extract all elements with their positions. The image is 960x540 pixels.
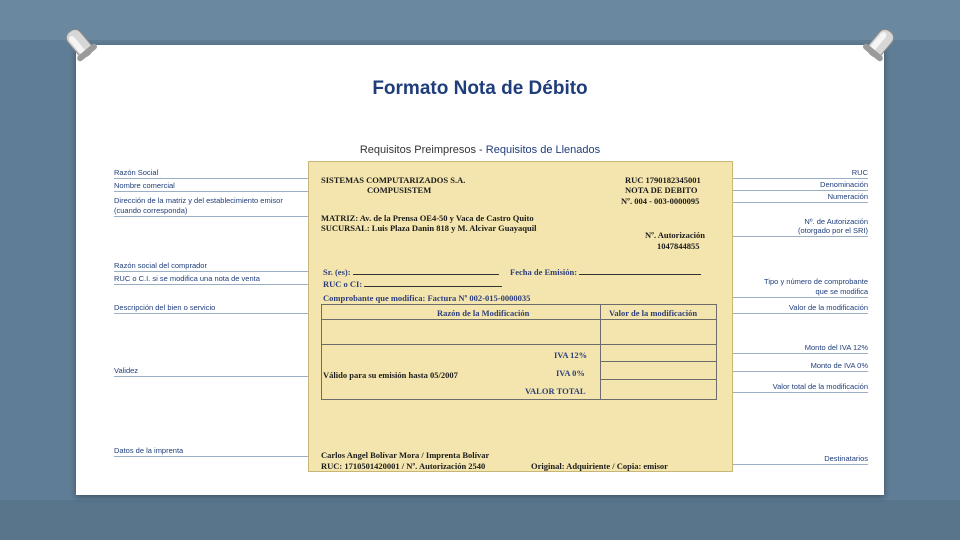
doc-sucursal: SUCURSAL: Luis Plaza Danin 818 y M. Alcivar Guayaquil [321,223,537,233]
col-valor-header: Valor de la modificación [609,308,698,318]
label-razon-comprador: Razón social del comprador [114,261,207,270]
connector-line [731,190,868,191]
doc-comprobante: Comprobante que modifica: Factura Nº 002-015-0000035 [323,293,531,303]
connector-line [114,178,310,179]
doc-ruc: RUC 1790182345001 [625,175,701,185]
pushpin-icon [858,22,902,66]
col-razon-header: Razón de la Modificación [437,308,530,318]
table-row-line [600,361,717,362]
label-denominacion: Denominación [820,180,868,189]
connector-line [114,376,310,377]
connector-line [731,178,868,179]
doc-original-copia: Original: Adquiriente / Copia: emisor [531,461,668,471]
label-ruc-ci: RUC o C.I. si se modifica una nota de venta [114,274,260,283]
doc-number: Nº. 004 - 003-0000095 [621,196,700,206]
connector-line [114,271,310,272]
iva0-label: IVA 0% [556,368,585,378]
doc-fecha-text: Fecha de Emisión: [510,267,578,277]
doc-imprenta: Carlos Angel Bolívar Mora / Imprenta Bolívar [321,450,490,460]
doc-fecha-blank [579,267,701,275]
doc-auth-number: 1047844855 [657,241,700,251]
doc-sr-label [323,267,499,277]
background-band [0,0,960,40]
connector-line [114,313,310,314]
label-direccion-note: (cuando corresponda) [114,206,188,215]
label-datos-imprenta: Datos de la imprenta [114,446,184,455]
valor-total-label: VALOR TOTAL [525,386,586,396]
doc-ruc-ci-text: RUC o CI: [323,279,363,289]
connector-line [731,236,868,237]
doc-imprenta-ruc: RUC: 1710501420001 / Nº. Autorización 2540 [321,461,486,471]
connector-line [731,202,868,203]
label-monto-iva0: Monto de IVA 0% [810,361,868,370]
table-row-line [321,344,717,345]
label-destinatarios: Destinatarios [824,454,868,463]
label-tipo-comprobante-note: que se modifica [815,287,868,296]
connector-line [731,313,868,314]
slide-title: Formato Nota de Débito [372,78,588,99]
label-razon-social: Razón Social [114,168,159,177]
doc-company: SISTEMAS COMPUTARIZADOS S.A. [321,175,466,185]
label-num-autorizacion: Nº. de Autorización [804,217,868,226]
label-numeracion: Numeración [827,192,868,201]
iva12-label: IVA 12% [554,350,588,360]
slide-subtitle [0,144,960,156]
label-valor-modificacion: Valor de la modificación [788,303,868,312]
label-nombre-comercial: Nombre comercial [114,181,175,190]
table-header-line [321,319,717,320]
nota-debito-document [308,161,733,472]
connector-line [114,191,310,192]
label-valor-total: Valor total de la modificación [772,382,868,391]
connector-line [731,297,868,298]
subtitle-preimpresos: Requisitos Preimpresos - [359,144,486,156]
doc-sr-text: Sr. (es): [323,267,351,277]
doc-ruc-ci-label [323,279,502,289]
connector-line [114,284,310,285]
subtitle-llenados: Requisitos de Llenados [485,144,601,156]
label-ruc: RUC [851,168,868,177]
doc-type: NOTA DE DEBITO [625,185,698,195]
table-column-line [600,304,601,400]
pushpin-icon [58,22,102,66]
label-descripcion: Descripción del bien o servicio [114,303,216,312]
connector-line [731,392,868,393]
doc-sr-blank [353,267,499,275]
connector-line [114,456,310,457]
label-tipo-comprobante: Tipo y número de comprobante [764,277,868,286]
background-band [0,500,960,540]
connector-line [731,464,868,465]
table-row-line [600,379,717,380]
connector-line [731,353,868,354]
label-direccion: Dirección de la matriz y del establecimiento emisor [114,196,283,205]
label-validez: Validez [114,366,139,375]
label-num-autorizacion-note: (otorgado por el SRI) [797,226,868,235]
doc-matriz: MATRIZ: Av. de la Prensa OE4-50 y Vaca de Castro Quito [321,213,534,223]
connector-line [114,216,310,217]
doc-ruc-ci-blank [364,279,502,287]
label-monto-iva12: Monto del IVA 12% [804,343,868,352]
connector-line [731,371,868,372]
doc-auth-label: Nº. Autorización [645,230,705,240]
doc-trade-name: COMPUSISTEM [367,185,432,195]
doc-fecha-label [510,267,701,277]
doc-validez: Válido para su emisión hasta 05/2007 [323,370,458,380]
